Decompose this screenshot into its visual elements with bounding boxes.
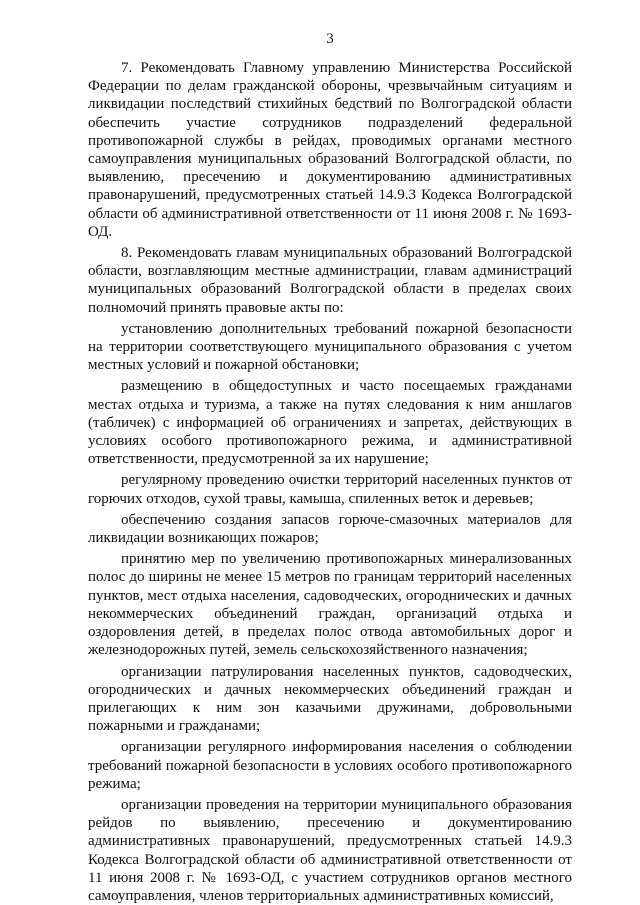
document-body [88,59,572,905]
document-page [88,0,572,905]
paragraph-7: 7. Рекомендовать Главному управлению Министерства Российской Федерации по делам гражданской обороны, чрезвычайным ситуациям и ликвидации последствий стихийных бедствий по Волгоградской области обеспечить участие сотрудников подразделений федеральной противопожарной службы в рейдах, проводимых органами местного самоуправления муниципальных образований Волгоградской области, по выявлению, пресечению и документированию административных правонарушений, предусмотренных статьей 14.9.3 Кодекса Волгоградской области об административной ответственности от 11 июня 2008 г. № 1693-ОД. [88,60,572,240]
list-item-raids: организации проведения на территории муниципального образования рейдов по выявлению, пресечению и документированию административных правонарушений, предусмотренных статьей 14.9.3 Кодекса Волгоградской области об административной ответственности от 11 июня 2008 г. № 1693-ОД, с участием сотрудников органов местного самоуправления, членов территориальных административных комиссий, [88,796,572,904]
paragraph-8: 8. Рекомендовать главам муниципальных образований Волгоградской области, возглавляющим местные администрации, главам администраций муниципальных образований Волгоградской области в пределах своих полномочий принять правовые акты по: [88,245,572,316]
list-item-fuel-reserves: обеспечению создания запасов горюче-смазочных материалов для ликвидации возникающих пожаров; [88,511,572,547]
list-item-signs: размещению в общедоступных и часто посещаемых гражданами местах отдыха и туризма, а также на путях следования к ним аншлагов (табличек) с информацией об ограничениях и запретах, действующих в условиях особого противопожарного режима, и административной ответственности, предусмотренной за их нарушение; [88,378,572,468]
list-item-informing: организации регулярного информирования населения о соблюдении требований пожарной безопасности в условиях особого противопожарного режима; [88,739,572,792]
list-item-cleaning: регулярному проведению очистки территорий населенных пунктов от горючих отходов, сухой травы, камыша, спиленных веток и деревьев; [88,472,572,507]
list-item-patrols: организации патрулирования населенных пунктов, садоводческих, огороднических и дачных некоммерческих объединений граждан и прилегающих к ним зон казачьими дружинами, добровольными пожарными и гражданами; [88,663,572,735]
list-item-requirements: установлению дополнительных требований пожарной безопасности на территории соответствующего муниципального образования с учетом местных условий и пожарной обстановки; [88,320,572,374]
page-number: 3 [326,31,334,47]
list-item-firebreaks: принятию мер по увеличению противопожарных минерализованных полос до ширины не менее 15 метров по границам территорий населенных пунктов, мест отдыха населения, садоводческих, огороднических и дачных некоммерческих объединений граждан, организаций отдыха и оздоровления детей, в пределах полос отвода автомобильных дорог и железнодорожных путей, земель сельскохозяйственного назначения; [88,551,572,659]
